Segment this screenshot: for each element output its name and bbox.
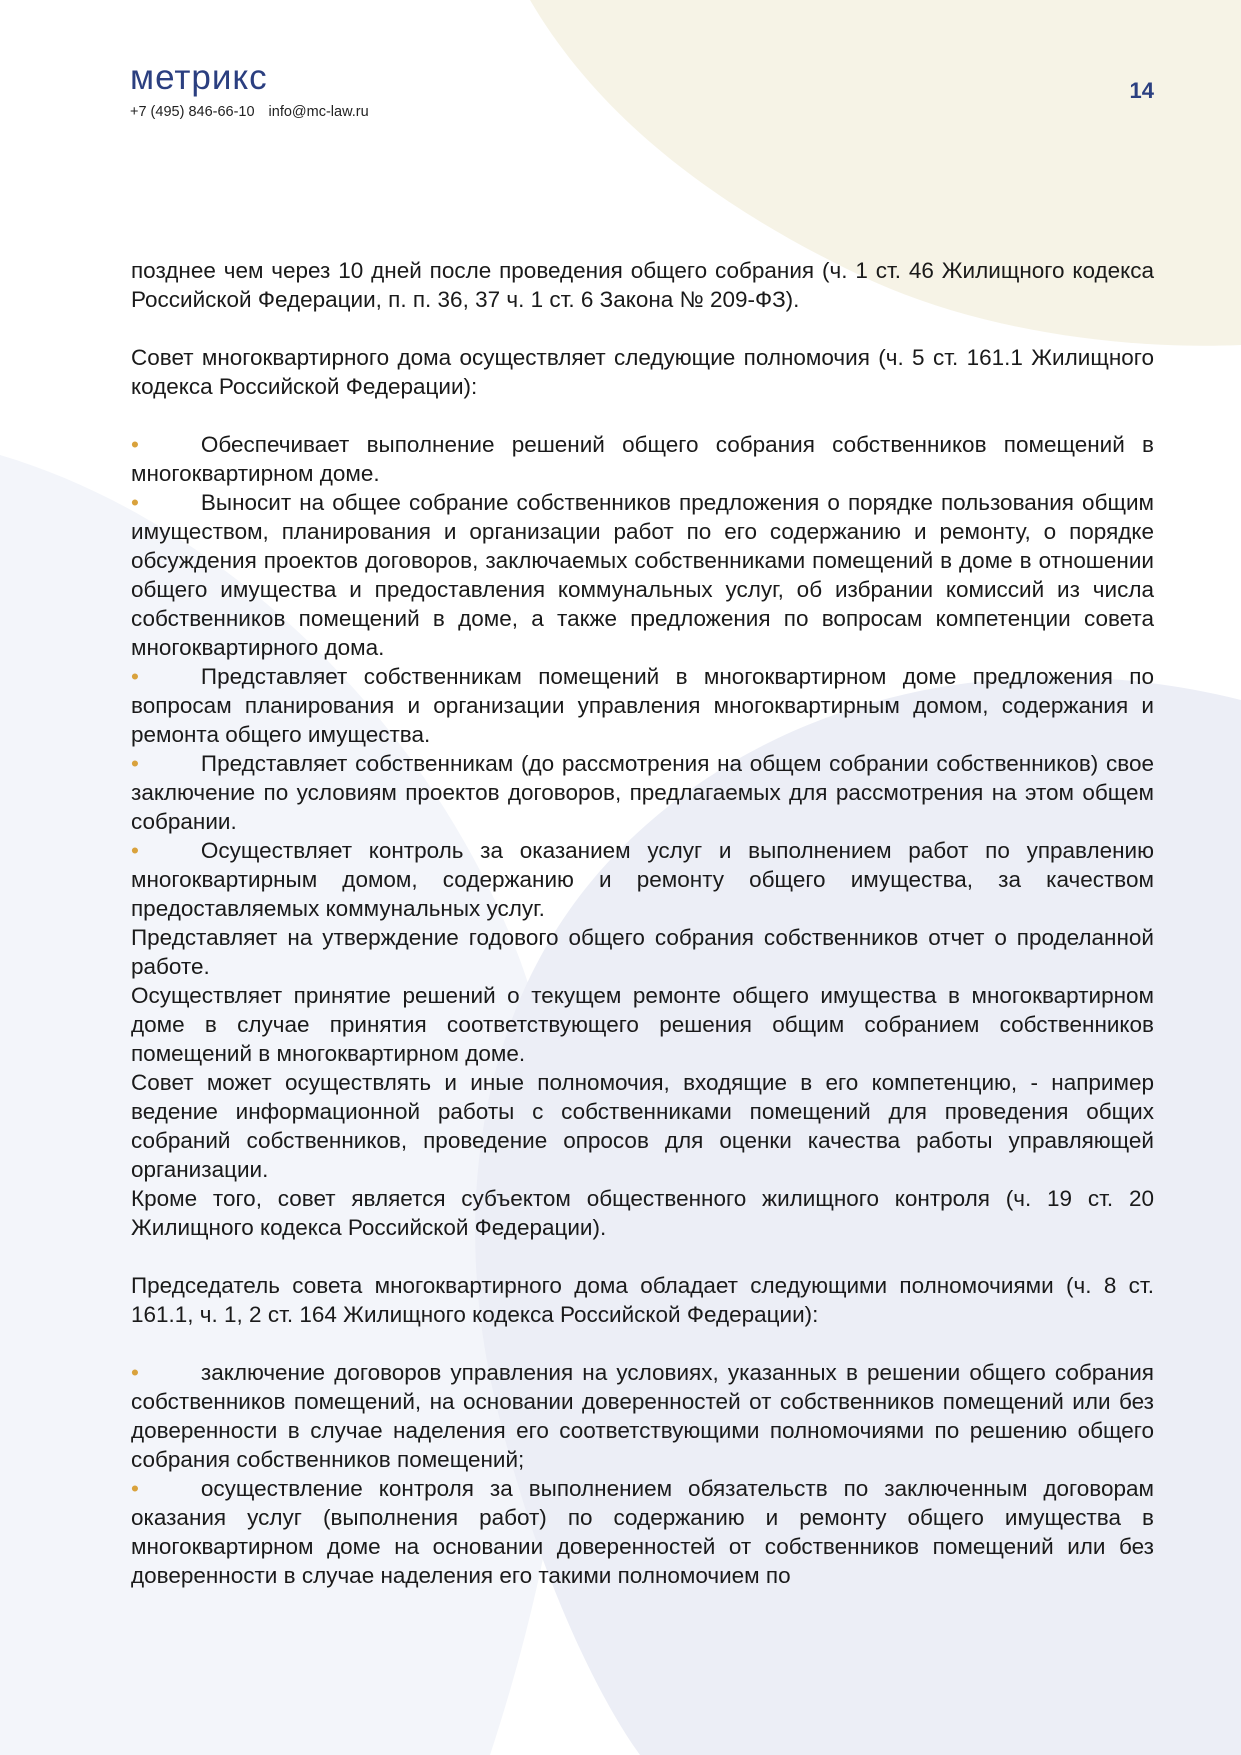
- bullet-icon: •: [131, 751, 139, 776]
- logo: [130, 60, 369, 120]
- list-item: [131, 836, 1154, 923]
- paragraph-council-powers: Совет многоквартирного дома осуществляет следующие полномочия (ч. 5 ст. 161.1 Жилищного кодекса Российской Федерации):: [131, 345, 1154, 399]
- paragraph-annual-report: Представляет на утверждение годового общего собрания собственников отчет о проделанной работе.: [131, 925, 1154, 979]
- page-number: 14: [1129, 78, 1154, 103]
- bullet-icon: •: [131, 1360, 139, 1385]
- list-item-text: заключение договоров управления на условиях, указанных в решении общего собрания собственников помещений, на основании доверенностей от собственников помещений или без доверенности в случае наделения его соответствующими полномочиями по решению общего собрания собственников помещений;: [131, 1360, 1154, 1472]
- bullet-icon: •: [131, 838, 139, 863]
- list-item: [131, 749, 1154, 836]
- paragraph-chairman-powers: Председатель совета многоквартирного дома обладает следующими полномочиями (ч. 8 ст. 161.1, ч. 1, 2 ст. 164 Жилищного кодекса Российской Федерации):: [131, 1273, 1154, 1327]
- contacts: [130, 104, 369, 120]
- list-item-text: Представляет собственникам (до рассмотрения на общем собрании собственников) свое заключение по условиям проектов договоров, предлагаемых для рассмотрения на этом общем собрании.: [131, 751, 1154, 834]
- list-item: [131, 662, 1154, 749]
- list-item-text: Выносит на общее собрание собственников предложения о порядке пользования общим имуществом, планирования и организации работ по его содержанию и ремонту, о порядке обсуждения проектов договоров, заключаемых собственниками помещений в доме в отношении общего имущества и предоставления коммунальных услуг, об избрании комиссий из числа собственников помещений в доме, а также предложения по вопросам компетенции совета многоквартирного дома.: [131, 490, 1154, 660]
- paragraph-public-control: Кроме того, совет является субъектом общественного жилищного контроля (ч. 19 ст. 20 Жилищного кодекса Российской Федерации).: [131, 1186, 1154, 1240]
- list-item-text: Осуществляет контроль за оказанием услуг и выполнением работ по управлению многоквартирным домом, содержанию и ремонту общего имущества, за качеством предоставляемых коммунальных услуг.: [131, 838, 1154, 921]
- list-item-text: Представляет собственникам помещений в многоквартирном доме предложения по вопросам планирования и организации управления многоквартирным домом, содержания и ремонта общего имущества.: [131, 664, 1154, 747]
- paragraph-intro: позднее чем через 10 дней после проведения общего собрания (ч. 1 ст. 46 Жилищного кодекса Российской Федерации, п. п. 36, 37 ч. 1 ст. 6 Закона № 209-ФЗ).: [131, 258, 1154, 312]
- bullet-icon: •: [131, 490, 139, 515]
- chairman-powers-list: [131, 1358, 1154, 1590]
- bullet-icon: •: [131, 1476, 139, 1501]
- list-item-text: Обеспечивает выполнение решений общего собрания собственников помещений в многоквартирном доме.: [131, 432, 1154, 486]
- phone-number: +7 (495) 846-66-10: [130, 104, 255, 120]
- document-body: [131, 256, 1154, 1590]
- list-item: [131, 488, 1154, 662]
- list-item: [131, 1474, 1154, 1590]
- list-item-text: осуществление контроля за выполнением обязательств по заключенным договорам оказания услуг (выполнения работ) по содержанию и ремонту общего имущества в многоквартирном доме на основании доверенностей от собственников помещений или без доверенности в случае наделения его такими полномочием по: [131, 1476, 1154, 1588]
- list-item: [131, 430, 1154, 488]
- list-item: [131, 1358, 1154, 1474]
- paragraph-repair-decisions: Осуществляет принятие решений о текущем ремонте общего имущества в многоквартирном доме в случае принятия соответствующего решения общим собранием собственников помещений в многоквартирном доме.: [131, 983, 1154, 1066]
- paragraph-other-powers: Совет может осуществлять и иные полномочия, входящие в его компетенцию, - например ведение информационной работы с собственниками помещений для проведения общих собраний собственников, проведение опросов для оценки качества работы управляющей организации.: [131, 1070, 1154, 1182]
- bullet-icon: •: [131, 664, 139, 689]
- council-powers-list: [131, 430, 1154, 923]
- logo-wordmark: метрикс: [130, 58, 268, 97]
- email-address: info@mc-law.ru: [268, 104, 369, 120]
- bullet-icon: •: [131, 432, 139, 457]
